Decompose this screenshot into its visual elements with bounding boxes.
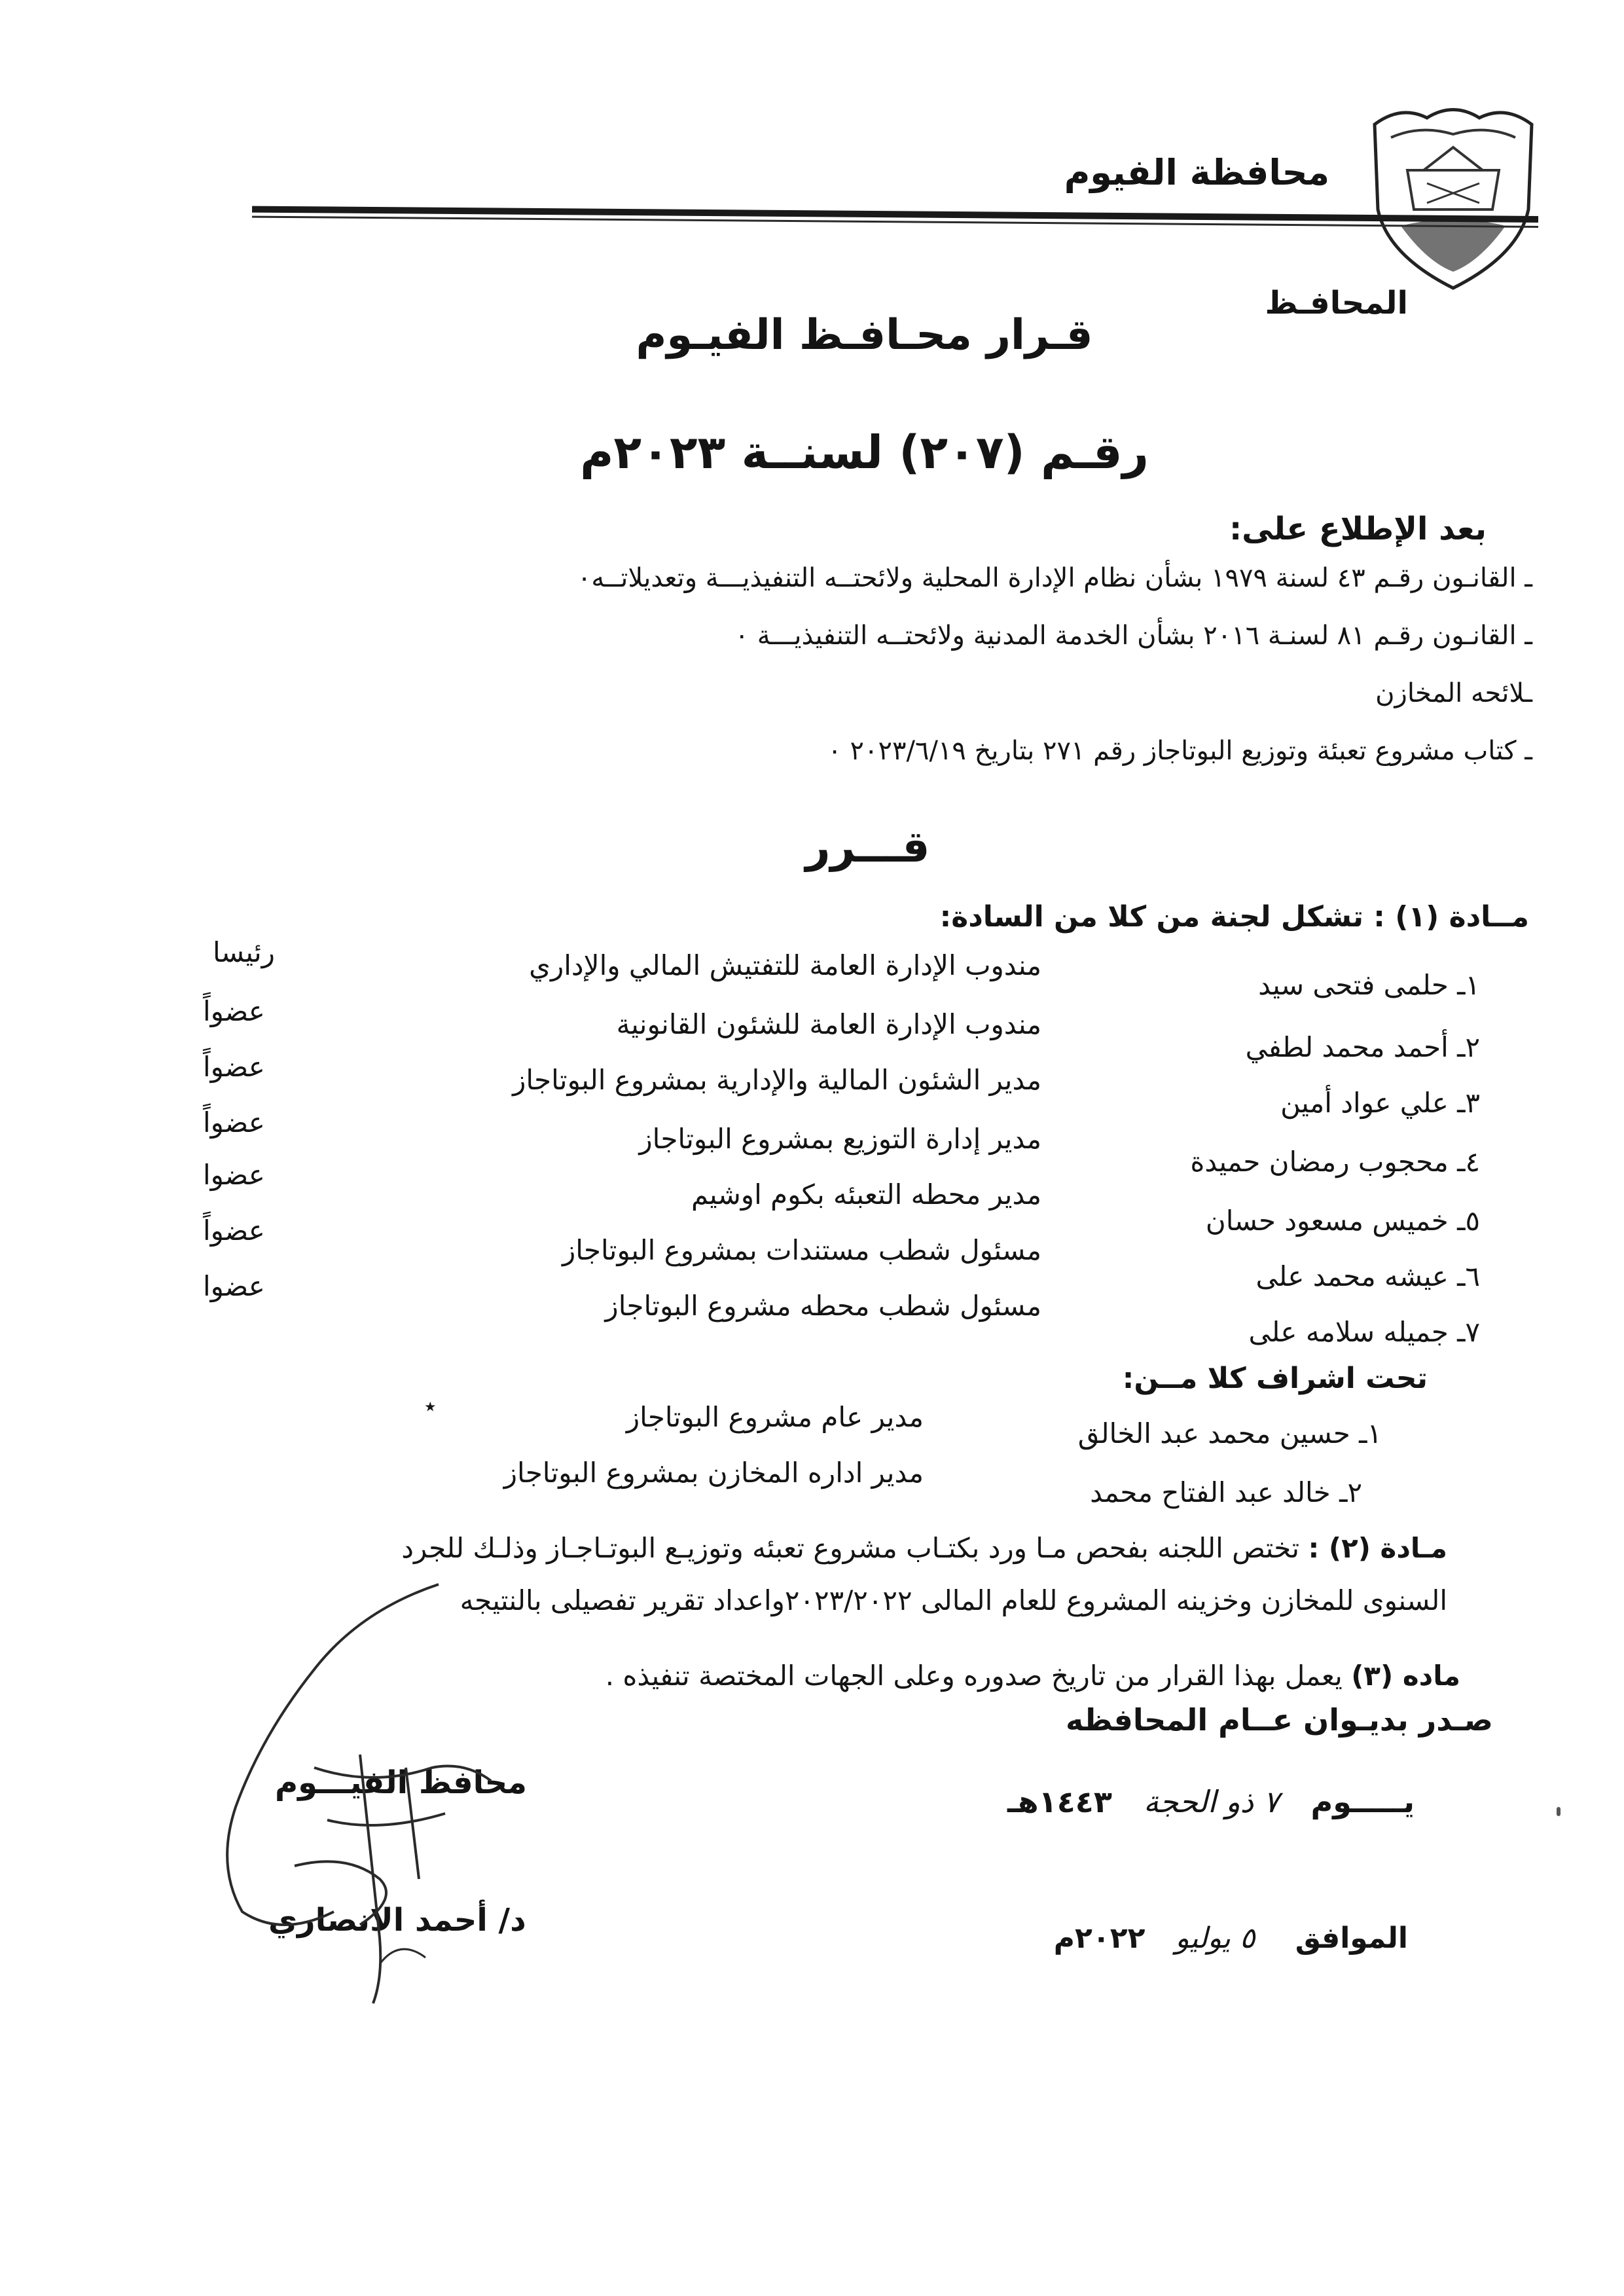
signatory-title: محافظ الفيـــوم <box>275 1764 527 1801</box>
member-position: مدير الشئون المالية والإدارية بمشروع البوتاجاز <box>513 1064 1041 1096</box>
member-role: رئيسا <box>213 936 275 968</box>
article-3-text: يعمل بهذا القرار من تاريخ صدوره وعلى الجهات المختصة تنفيذه . <box>605 1660 1343 1692</box>
article-3 <box>605 1660 1460 1692</box>
member-name: ١ـ حلمى فتحى سيد <box>1258 969 1480 1001</box>
member-name: ٤ـ محجوب رمضان حميدة <box>1190 1146 1480 1178</box>
hijri-date-handwritten: ٧ ذو الحجة <box>1143 1784 1280 1819</box>
committee-member-row <box>0 995 1624 1063</box>
member-name: ٦ـ عيشه محمد على <box>1255 1260 1480 1292</box>
member-position: مسئول شطب محطه مشروع البوتاجاز <box>605 1290 1041 1322</box>
decision-heading: قـــرر <box>805 822 930 872</box>
member-role: عضواً <box>203 995 265 1027</box>
reference-item: ـ القانـون رقـم ٨١ لسنـة ٢٠١٦ بشأن الخدمة المدنية ولائحتــه التنفيذيـــة ٠ <box>734 621 1532 651</box>
intro-heading: بعد الإطلاع على: <box>1229 511 1487 547</box>
member-position: مندوب الإدارة العامة للشئون القانونية <box>616 1008 1041 1040</box>
committee-member-row <box>0 1159 1624 1237</box>
decree-number: رقـم (٢٠٧) لسنــة ٢٠٢٣م <box>580 426 1149 479</box>
article-2-continuation: السنوى للمخازن وخزينه المشروع للعام المالى ٢٠٢٣/٢٠٢٢واعداد تقرير تفصيلى بالنتيجه <box>460 1584 1447 1616</box>
member-name: ٢ـ أحمد محمد لطفي <box>1245 1031 1480 1063</box>
supervisor-name: ٢ـ خالد عبد الفتاح محمد <box>1090 1476 1362 1508</box>
member-position: مندوب الإدارة العامة للتفتيش المالي والإداري <box>529 949 1041 981</box>
hijri-year: ١٤٤٣هـ <box>1007 1784 1112 1819</box>
member-role: عضواً <box>203 1106 265 1139</box>
decree-title: قـرار محـافـظ الفيـوم <box>636 311 1093 359</box>
governorate-name: محافظة الفيوم <box>1064 152 1329 193</box>
member-role: عضواً <box>203 1051 265 1083</box>
article-2-text: تختص اللجنه بفحص مـا ورد بكتـاب مشروع تعبئه وتوزيـع البوتـاجـاز وذلـك للجرد <box>401 1532 1300 1564</box>
reference-item: ـ كتاب مشروع تعبئة وتوزيع البوتاجاز رقم ٢٧١ بتاريخ ٢٠٢٣/٦/١٩ ٠ <box>827 736 1532 766</box>
committee-member-row <box>0 1270 1624 1348</box>
member-name: ٧ـ جميله سلامه على <box>1248 1316 1480 1348</box>
member-name: ٣ـ علي عواد أمين <box>1280 1087 1480 1119</box>
gregorian-year: ٢٠٢٢م <box>1053 1922 1146 1955</box>
member-position: مسئول شطب مستندات بمشروع البوتاجاز <box>562 1234 1041 1266</box>
committee-member-row <box>0 1214 1624 1292</box>
member-position: مدير محطه التعبئه بكوم اوشيم <box>691 1178 1041 1211</box>
hijri-date-line <box>1007 1784 1415 1819</box>
supervision-heading: تحت اشراف كلا مــن: <box>1122 1362 1428 1395</box>
member-position: مدير إدارة التوزيع بمشروع البوتاجاز <box>639 1123 1041 1155</box>
header-divider <box>252 206 1538 223</box>
signatory-name: د/ أحمد الانصاري <box>268 1902 526 1939</box>
governorate-emblem-icon <box>1362 98 1545 295</box>
gregorian-date-handwritten: ٥ يوليو <box>1175 1922 1255 1955</box>
member-role: عضوا <box>203 1270 265 1302</box>
issued-at: صـدر بديـوان عــام المحافظه <box>1066 1702 1493 1738</box>
supervisor-position: مدير عام مشروع البوتاجاز <box>626 1401 924 1433</box>
governor-label: المحافـظ <box>1265 285 1408 321</box>
article-2-label: مـادة (٢) : <box>1308 1532 1447 1564</box>
gregorian-date-line <box>1054 1922 1408 1955</box>
margin-mark <box>1557 1807 1561 1816</box>
supervisor-name: ١ـ حسين محمد عبد الخالق <box>1077 1417 1382 1449</box>
article-2 <box>401 1532 1447 1564</box>
article-3-label: ماده (٣) <box>1351 1660 1460 1692</box>
member-role: عضوا <box>203 1159 265 1191</box>
member-role: عضواً <box>203 1214 265 1247</box>
reference-item: ـ القانـون رقـم ٤٣ لسنة ١٩٧٩ بشأن نظام الإدارة المحلية ولائحتــه التنفيذيـــة وتعديلاتــه٠ <box>577 563 1532 593</box>
reference-item: ـلائحه المخازن <box>1375 678 1532 708</box>
article-1-label: مــادة (١) : تشكل لجنة من كلا من السادة: <box>939 900 1529 934</box>
committee-member-row <box>0 1051 1624 1119</box>
corresponding-prefix: الموافق <box>1295 1922 1408 1955</box>
star-mark-icon: ٭ <box>424 1393 437 1419</box>
member-name: ٥ـ خميس مسعود حسان <box>1205 1205 1480 1237</box>
supervisor-position: مدير اداره المخازن بمشروع البوتاجاز <box>503 1457 924 1489</box>
handwritten-signature-icon <box>164 1571 583 2016</box>
committee-member-row <box>0 936 1624 1001</box>
committee-member-row <box>0 1106 1624 1178</box>
day-prefix: يـــــوم <box>1310 1784 1415 1819</box>
